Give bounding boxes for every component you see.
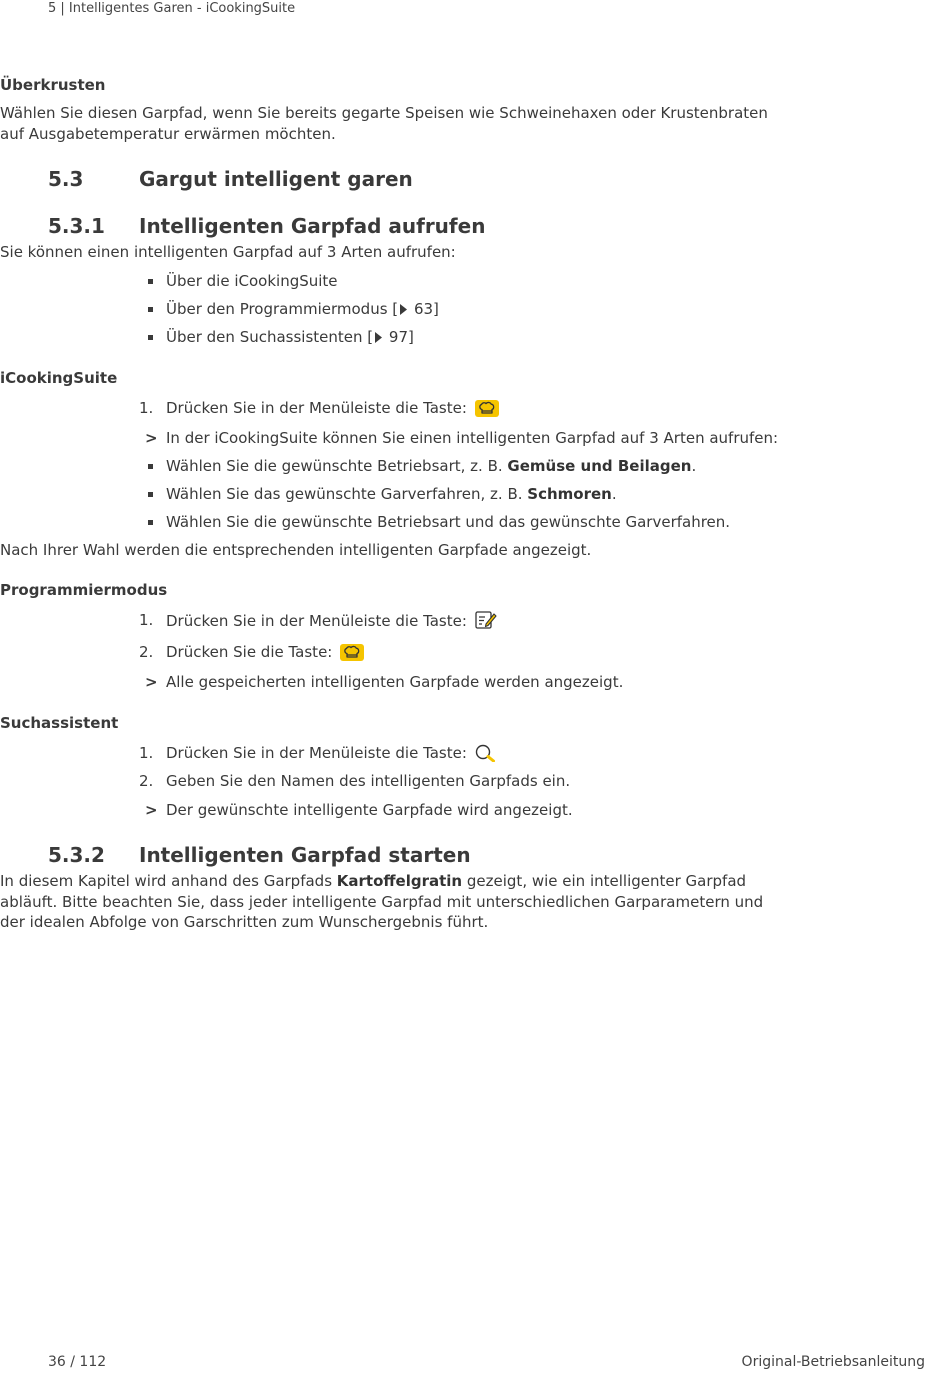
section-number: 5.3: [48, 167, 84, 191]
step-item: 2. Geben Sie den Namen des intelligenten Garpfads ein.: [139, 772, 571, 790]
result-marker: >: [145, 673, 158, 691]
bullet-marker: [148, 520, 153, 525]
list-item: Wählen Sie die gewünschte Betriebsart, z. B. Gemüse und Beilagen.: [0, 456, 950, 476]
list-item: Über die iCookingSuite: [0, 271, 950, 291]
chef-hat-icon[interactable]: [475, 400, 499, 417]
subheading-ueberkrusten: Überkrusten: [0, 76, 106, 94]
triangle-right-icon: [399, 304, 408, 315]
step-item: 1. Drücken Sie in der Menüleiste die Taste:: [0, 743, 950, 763]
search-icon[interactable]: [475, 744, 497, 762]
subheading-icookingsuite: iCookingSuite: [0, 368, 118, 387]
intro-text: Sie können einen intelligenten Garpfad auf 3 Arten aufrufen:: [0, 243, 456, 261]
bullet-marker: [148, 279, 153, 284]
section-title: Gargut intelligent garen: [139, 167, 413, 191]
result-marker: >: [145, 801, 158, 819]
running-head: 5 | Intelligentes Garen - iCookingSuite: [48, 1, 296, 16]
section-5-3-heading: [0, 164, 950, 194]
result-item: > Alle gespeicherten intelligenten Garpfade werden angezeigt.: [145, 673, 624, 691]
step-item: 1. Drücken Sie in der Menüleiste die Taste:: [0, 610, 950, 631]
section-5-3-2-heading: [0, 840, 950, 870]
result-marker: >: [145, 428, 158, 447]
step-number: 1.: [139, 744, 154, 762]
list-item: Wählen Sie die gewünschte Betriebsart und das gewünschte Garverfahren.: [0, 512, 950, 532]
section-5-3-1-heading: [0, 211, 950, 241]
ueberkrusten-text: Wählen Sie diesen Garpfad, wenn Sie bereits gegarte Speisen wie Schweinehaxen oder Krustenbraten auf Ausgabetemperatur erwärmen möchten.: [0, 104, 768, 143]
step-number: 2.: [139, 772, 154, 790]
edit-list-icon[interactable]: [475, 610, 497, 630]
page-reference-link[interactable]: 97]: [388, 327, 414, 346]
after-text: Nach Ihrer Wahl werden die entsprechenden intelligenten Garpfade angezeigt.: [0, 540, 592, 559]
step-number: 2.: [139, 643, 154, 661]
bullet-marker: [148, 335, 153, 340]
triangle-right-icon: [374, 332, 383, 343]
step-item: 2. Drücken Sie die Taste:: [0, 642, 950, 662]
chef-hat-icon[interactable]: [340, 644, 364, 661]
document-title: Original-Betriebsanleitung: [741, 1354, 925, 1370]
list-item: Über den Suchassistenten [ 97]: [0, 327, 950, 347]
list-item: Über den Programmiermodus [ 63]: [0, 299, 950, 319]
section-number: 5.3.1: [48, 214, 105, 238]
list-item: Wählen Sie das gewünschte Garverfahren, z. B. Schmoren.: [0, 484, 950, 504]
subheading-suchassistent: Suchassistent: [0, 714, 119, 732]
page-reference-link[interactable]: 63]: [413, 299, 439, 318]
result-item: > In der iCookingSuite können Sie einen intelligenten Garpfad auf 3 Arten aufrufen:: [145, 428, 779, 447]
bullet-marker: [148, 307, 153, 312]
bullet-marker: [148, 464, 153, 469]
subheading-programmiermodus: Programmiermodus: [0, 581, 168, 599]
step-number: 1.: [139, 611, 154, 629]
section-5-3-2-text: In diesem Kapitel wird anhand des Garpfads Kartoffelgratin gezeigt, wie ein intelligenter Garpfad abläuft. Bitte beachten Sie, dass jeder intelligente Garpfad mit unterschiedlichen Garparametern und der idealen Abfolge von Garschritten zum Wunschergebnis führt.: [0, 872, 764, 931]
result-item: > Der gewünschte intelligente Garpfade wird angezeigt.: [145, 801, 573, 819]
section-title: Intelligenten Garpfad aufrufen: [139, 214, 486, 238]
page-number: 36 / 112: [48, 1354, 107, 1370]
step-item: 1. Drücken Sie in der Menüleiste die Taste:: [0, 398, 950, 418]
section-number: 5.3.2: [48, 843, 105, 867]
bullet-marker: [148, 492, 153, 497]
step-number: 1.: [139, 398, 154, 417]
section-title: Intelligenten Garpfad starten: [139, 843, 471, 867]
